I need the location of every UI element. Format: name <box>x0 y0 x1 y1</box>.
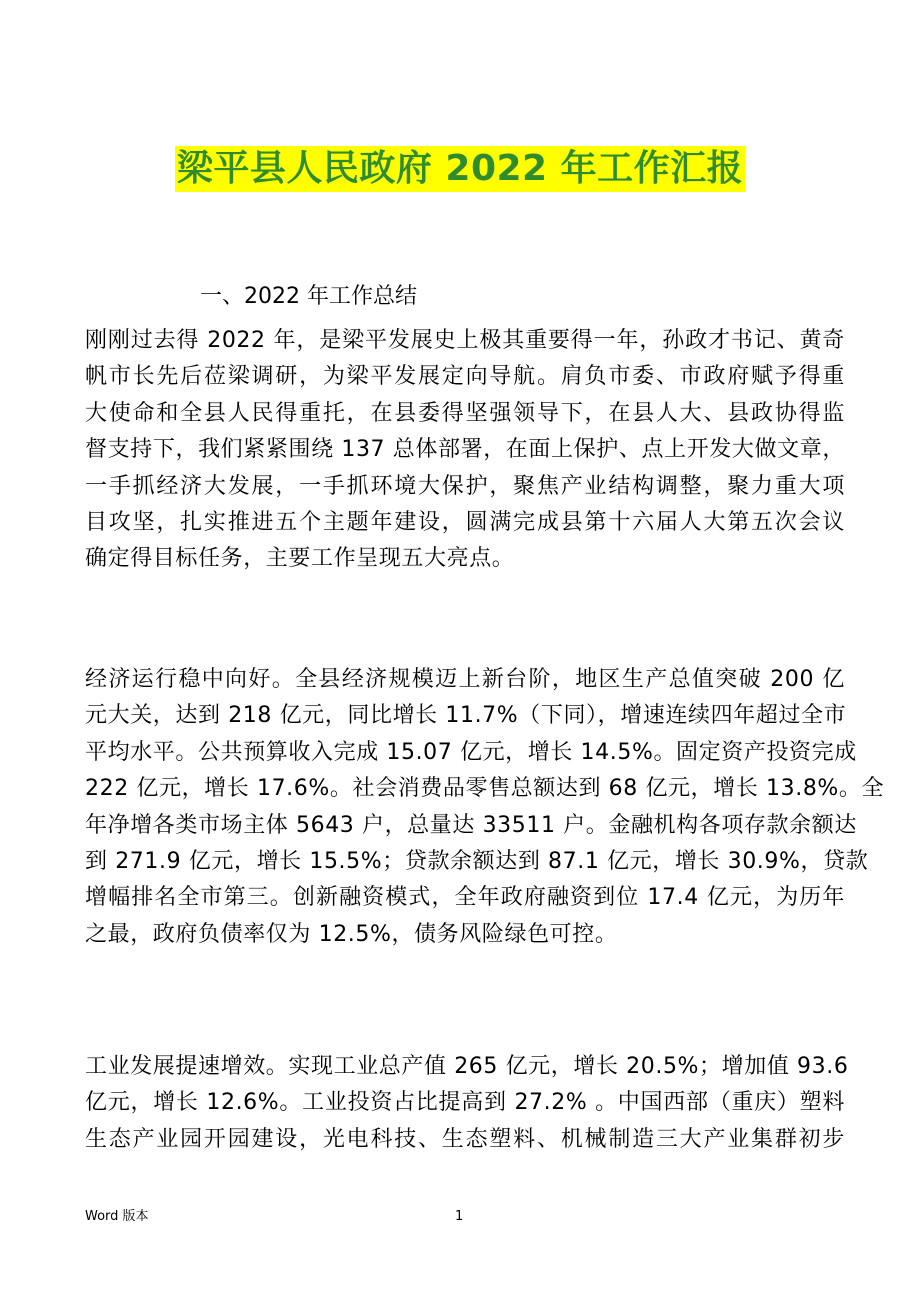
text-line: 平均水平。公共预算收入完成 15.07 亿元，增长 14.5%。固定资产投资完成 <box>85 739 857 765</box>
text-line: 年净增各类市场主体 5643 户，总量达 33511 户。金融机构各项存款余额达 <box>85 812 857 838</box>
text-line: 亿元，增长 12.6%。工业投资占比提高到 27.2% 。中国西部（重庆）塑料 <box>85 1090 845 1116</box>
text-line: 元大关，达到 218 亿元，同比增长 11.7%（下同），增速连续四年超过全市 <box>85 703 847 729</box>
text-line: 经济运行稳中向好。全县经济规模迈上新台阶，地区生产总值突破 200 亿 <box>85 667 845 692</box>
page-number: 1 <box>455 1209 464 1224</box>
text-line: 增幅排名全市第三。创新融资模式，全年政府融资到位 17.4 亿元，为历年 <box>85 885 845 911</box>
title-wrap <box>0 146 920 192</box>
text-line: 督支持下，我们紧紧围绕 137 总体部署，在面上保护、点上开发大做文章， <box>85 437 845 463</box>
text-line: 到 271.9 亿元，增长 15.5%；贷款余额达到 87.1 亿元，增长 30.9%，贷款 <box>85 848 869 874</box>
paragraph-industry <box>85 1049 849 1158</box>
paragraph-intro <box>85 323 845 578</box>
text-line: 目攻坚，扎实推进五个主题年建设，圆满完成县第十六届人大第五次会议 <box>85 509 845 535</box>
text-line: 222 亿元，增长 17.6%。社会消费品零售总额达到 68 亿元，增长 13.8%。全 <box>85 776 885 802</box>
text-line: 一手抓经济大发展，一手抓环境大保护，聚焦产业结构调整，聚力重大项 <box>85 473 845 499</box>
text-line: 之最，政府负债率仅为 12.5%，债务风险绿色可控。 <box>85 921 618 947</box>
text-line: 生态产业园开园建设，光电科技、生态塑料、机械制造三大产业集群初步 <box>85 1126 845 1152</box>
text-line: 刚刚过去得 2022 年，是梁平发展史上极其重要得一年，孙政才书记、黄奇 <box>85 328 845 353</box>
paragraph-economy <box>85 662 885 953</box>
section-heading: 一、2022 年工作总结 <box>200 284 417 309</box>
footer-label: Word 版本 <box>85 1209 149 1224</box>
text-line: 工业发展提速增效。实现工业总产值 265 亿元，增长 20.5%；增加值 93.6 <box>85 1054 849 1079</box>
text-line: 确定得目标任务，主要工作呈现五大亮点。 <box>85 546 515 572</box>
text-line: 大使命和全县人民得重托，在县委得坚强领导下，在县人大、县政协得监 <box>85 400 845 426</box>
document-title: 梁平县人民政府 2022 年工作汇报 <box>175 146 745 192</box>
text-line: 帆市长先后莅梁调研，为梁平发展定向导航。肩负市委、市政府赋予得重 <box>85 364 845 390</box>
